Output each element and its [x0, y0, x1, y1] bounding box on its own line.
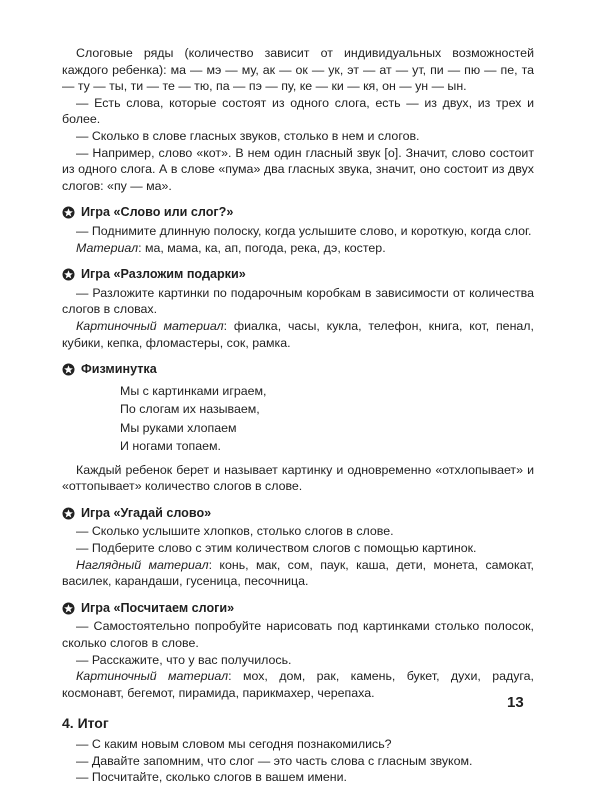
material-label: Картиночный материал	[76, 318, 224, 333]
material-label: Картиночный материал	[76, 669, 229, 684]
syllable-rows-paragraph: Слоговые ряды (количество зависит от индивидуальных возможностей каждого ребенка): ма — мэ — му, ак — ок — ук, эт — ат — ут, пи — пю — пе, та — ту — ты, ти — те — тю, па — пэ — пу, ке — ки — кя, он — ун — ын.	[62, 46, 534, 94]
game-heading-count-syllables	[62, 600, 534, 617]
paragraph: — Посчитайте, сколько слогов в вашем имени.	[76, 770, 347, 785]
paragraph: — Сколько услышите хлопков, столько слогов в слове.	[76, 524, 394, 539]
material-paragraph	[62, 240, 534, 257]
heading-text: Игра «Слово или слог?»	[81, 205, 234, 220]
material-paragraph	[62, 557, 534, 590]
star-badge-icon	[62, 206, 75, 219]
material-label: Наглядный материал	[76, 557, 209, 572]
heading-text: Игра «Посчитаем слоги»	[81, 600, 235, 615]
star-badge-icon	[62, 602, 75, 615]
poem-line: По слогам их называем,	[120, 402, 260, 417]
star-badge-icon	[62, 363, 75, 376]
paragraph: — Сколько в слове гласных звуков, столько в нем и слогов.	[76, 128, 420, 143]
material-text: : ма, мама, ка, ап, погода, река, дэ, костер.	[138, 240, 386, 255]
material-text: : фиалка, часы, кукла, телефон, книга, кот, пенал, кубики, кепка, фломастеры, сок, рамка.	[62, 318, 534, 350]
heading-text: Физминутка	[81, 362, 157, 377]
poem	[120, 382, 534, 456]
paragraph: — Поднимите длинную полоску, когда услышите слово, и короткую, когда слог.	[76, 223, 532, 238]
material-paragraph	[62, 318, 534, 351]
heading-text: Игра «Разложим подарки»	[81, 267, 246, 282]
poem-line: И ногами топаем.	[120, 439, 221, 454]
poem-line: Мы с картинками играем,	[120, 383, 267, 398]
page-content	[62, 45, 534, 786]
star-badge-icon	[62, 268, 75, 281]
star-badge-icon	[62, 507, 75, 520]
section-title-summary: 4. Итог	[62, 715, 109, 732]
material-label: Материал	[76, 240, 139, 255]
paragraph: — Есть слова, которые состоят из одного слога, есть — из двух, из трех и более.	[62, 95, 534, 127]
heading-text: Игра «Угадай слово»	[81, 505, 212, 520]
page-number: 13	[507, 694, 524, 711]
paragraph: Каждый ребенок берет и называет картинку и одновременно «отхлопывает» и «оттопывает» количество слогов в слове.	[62, 462, 534, 494]
material-paragraph	[62, 668, 534, 701]
paragraph: — Давайте запомним, что слог — это часть слова с гласным звуком.	[76, 753, 473, 768]
material-text: : конь, мак, сом, паук, каша, дети, монета, самокат, василек, карандаши, гусеница, песочница.	[62, 557, 534, 589]
game-heading-guess-word	[62, 505, 534, 522]
paragraph: — С каким новым словом мы сегодня познакомились?	[76, 737, 392, 751]
paragraph: — Расскажите, что у вас получилось.	[76, 652, 292, 667]
game-heading-gifts	[62, 266, 534, 283]
poem-line: Мы руками хлопаем	[120, 420, 237, 435]
paragraph: — Подберите слово с этим количеством слогов с помощью картинок.	[76, 541, 477, 556]
paragraph: — Например, слово «кот». В нем один гласный звук [о]. Значит, слово состоит из одного слога. А в слове «пума» два гласных звука, значит, оно состоит из двух слогов: «пу — ма».	[62, 145, 534, 193]
fizminutka-heading	[62, 361, 534, 378]
game-heading-word-or-syllable	[62, 204, 534, 221]
paragraph: — Разложите картинки по подарочным коробкам в зависимости от количества слогов в словах.	[62, 285, 534, 317]
material-text: : мох, дом, рак, камень, букет, духи, радуга, космонавт, бегемот, пирамида, парикмахер, черепаха.	[62, 669, 534, 700]
paragraph: — Самостоятельно попробуйте нарисовать под картинками столько полосок, сколько слогов в слове.	[62, 619, 534, 651]
